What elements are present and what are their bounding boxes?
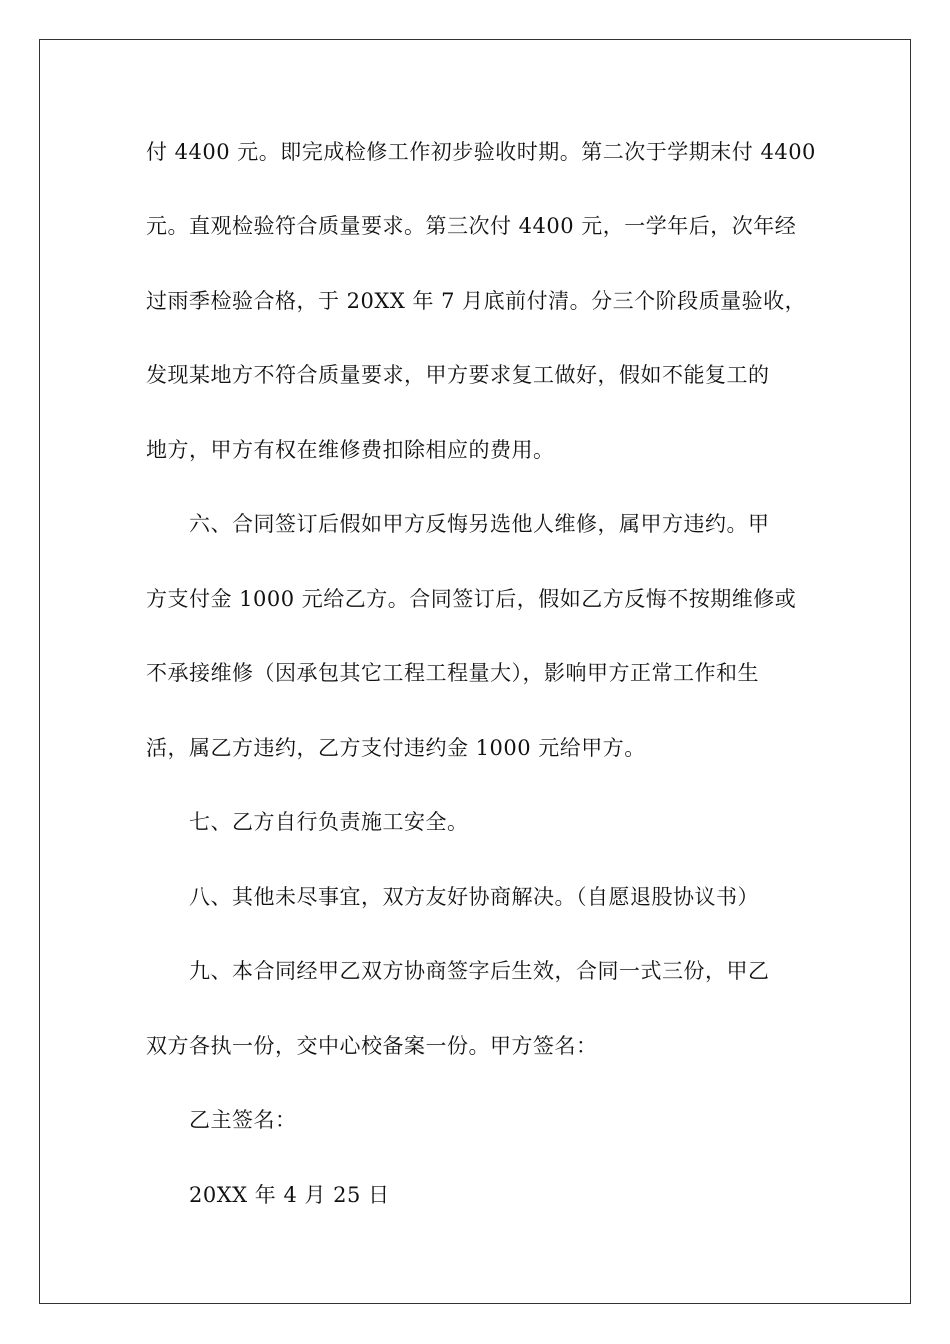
text-line: 方支付金 1000 元给乙方。合同签订后，假如乙方反悔不按期维修或 (146, 587, 797, 611)
text-line: 不承接维修（因承包其它工程工程量大），影响甲方正常工作和生 (146, 661, 759, 685)
text-line: 过雨季检验合格，于 20XX 年 7 月底前付清。分三个阶段质量验收， (146, 289, 807, 313)
text-line: 元。直观检验符合质量要求。第三次付 4400 元，一学年后，次年经 (146, 214, 797, 238)
paragraph-9-start: 九、本合同经甲乙双方协商签字后生效，合同一式三份，甲乙 (189, 959, 770, 983)
text-line: 双方各执一份，交中心校备案一份。甲方签名： (146, 1034, 598, 1058)
paragraph-7: 七、乙方自行负责施工安全。 (189, 810, 469, 834)
text-line: 地方，甲方有权在维修费扣除相应的费用。 (146, 438, 555, 462)
text-line: 发现某地方不符合质量要求，甲方要求复工做好，假如不能复工的 (146, 363, 770, 387)
text-line: 付 4400 元。即完成检修工作初步验收时期。第二次于学期末付 4400 (146, 140, 816, 164)
signature-label: 乙主签名： (189, 1108, 297, 1132)
text-line: 活，属乙方违约，乙方支付违约金 1000 元给甲方。 (146, 736, 646, 760)
paragraph-8: 八、其他未尽事宜，双方友好协商解决。（自愿退股协议书） (189, 885, 759, 909)
document-date: 20XX 年 4 月 25 日 (189, 1183, 390, 1207)
paragraph-6-start: 六、合同签订后假如甲方反悔另选他人维修，属甲方违约。甲 (189, 512, 770, 536)
